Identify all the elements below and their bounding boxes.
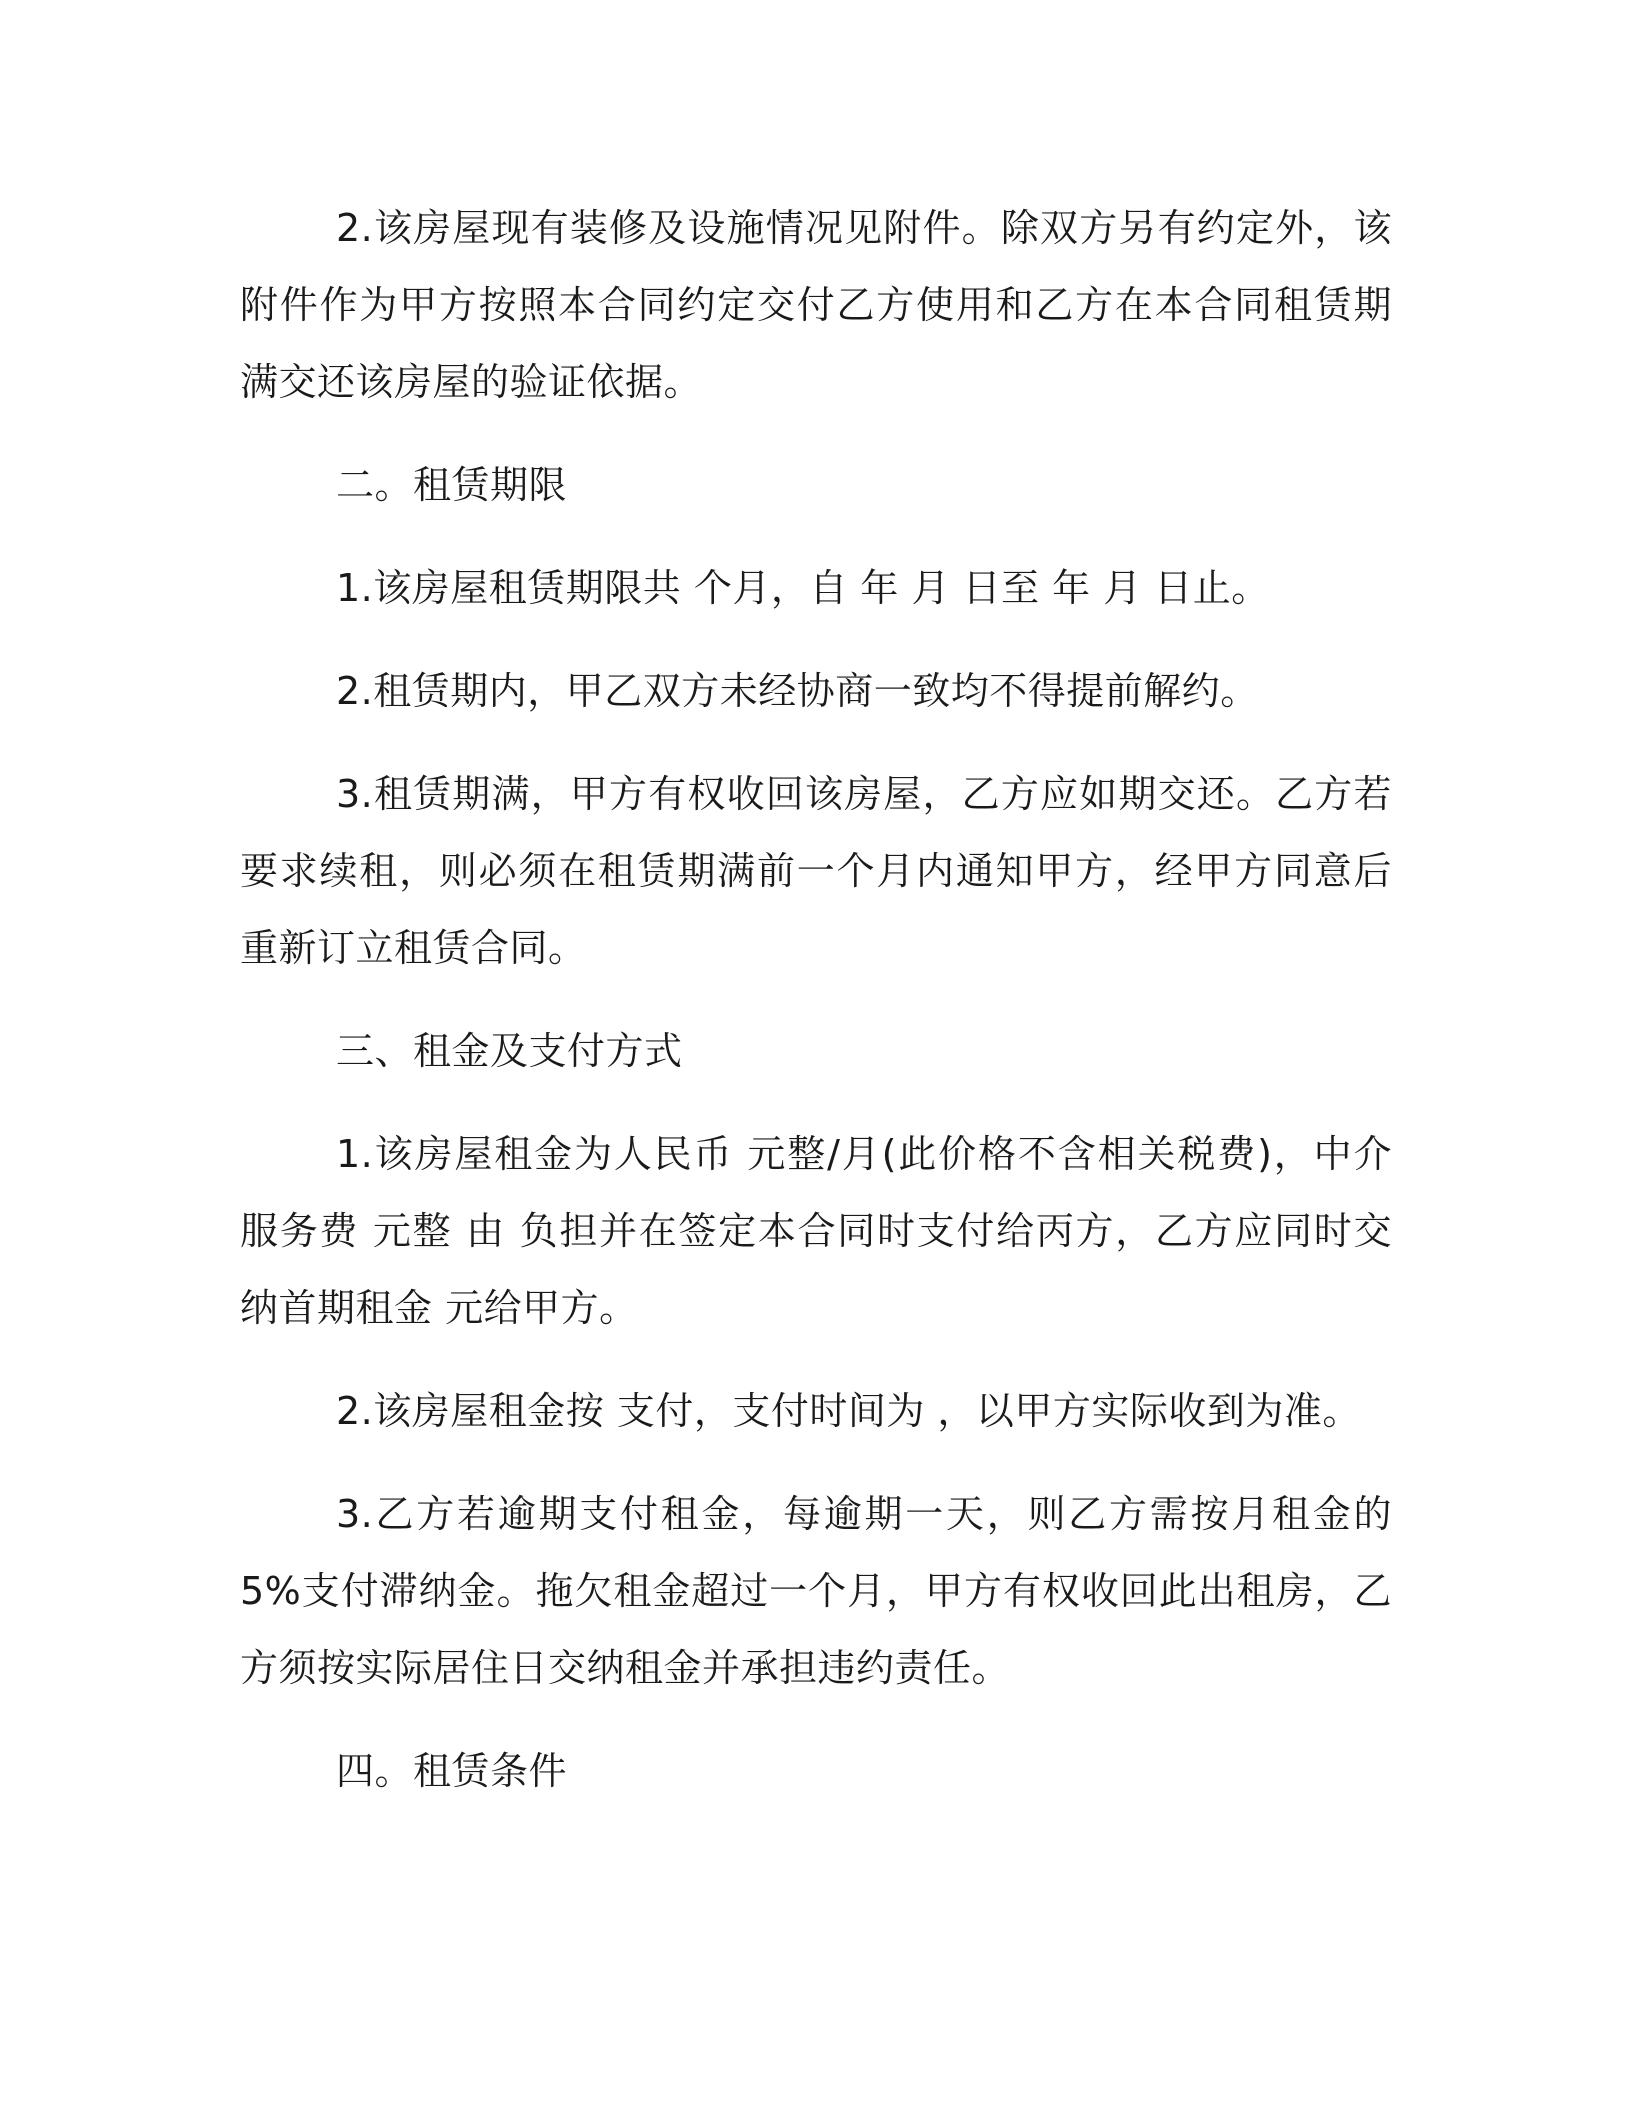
paragraph-3-1-rent-amount: 1.该房屋租金为人民币 元整/月(此价格不含相关税费)，中介服务费 元整 由 负担并在签定本合同时支付给丙方，乙方应同时交纳首期租金 元给甲方。 — [240, 1132, 1392, 1330]
document-body — [240, 190, 1392, 1810]
spacer — [240, 1090, 1392, 1116]
spacer — [240, 1347, 1392, 1373]
paragraph-3-2-payment-schedule: 2.该房屋租金按 支付，支付时间为 ，以甲方实际收到为准。 — [336, 1389, 1361, 1433]
paragraph-2-3-renewal: 3.租赁期满，甲方有权收回该房屋，乙方应如期交还。乙方若要求续租，则必须在租赁期满前一个月内通知甲方，经甲方同意后重新订立租赁合同。 — [240, 772, 1392, 970]
spacer — [240, 524, 1392, 550]
spacer — [240, 627, 1392, 653]
spacer — [240, 421, 1392, 447]
section-heading-rent-payment: 三、租金及支付方式 — [336, 1029, 683, 1073]
paragraph-2-1-term: 1.该房屋租赁期限共 个月，自 年 月 日至 年 月 日止。 — [336, 566, 1270, 610]
paragraph-1-2-decoration: 2.该房屋现有装修及设施情况见附件。除双方另有约定外，该附件作为甲方按照本合同约定交付乙方使用和乙方在本合同租赁期满交还该房屋的验证依据。 — [240, 206, 1392, 404]
section-heading-lease-term: 二。租赁期限 — [336, 463, 568, 507]
spacer — [240, 1707, 1392, 1733]
paragraph-3-3-late-payment: 3.乙方若逾期支付租金，每逾期一天，则乙方需按月租金的 5%支付滞纳金。拖欠租金超过一个月，甲方有权收回此出租房，乙方须按实际居住日交纳租金并承担违约责任。 — [240, 1492, 1392, 1690]
spacer — [240, 987, 1392, 1013]
paragraph-2-2-no-early-termination: 2.租赁期内，甲乙双方未经协商一致均不得提前解约。 — [336, 669, 1259, 713]
spacer — [240, 1450, 1392, 1476]
section-heading-lease-conditions: 四。租赁条件 — [336, 1749, 568, 1793]
spacer — [240, 730, 1392, 756]
